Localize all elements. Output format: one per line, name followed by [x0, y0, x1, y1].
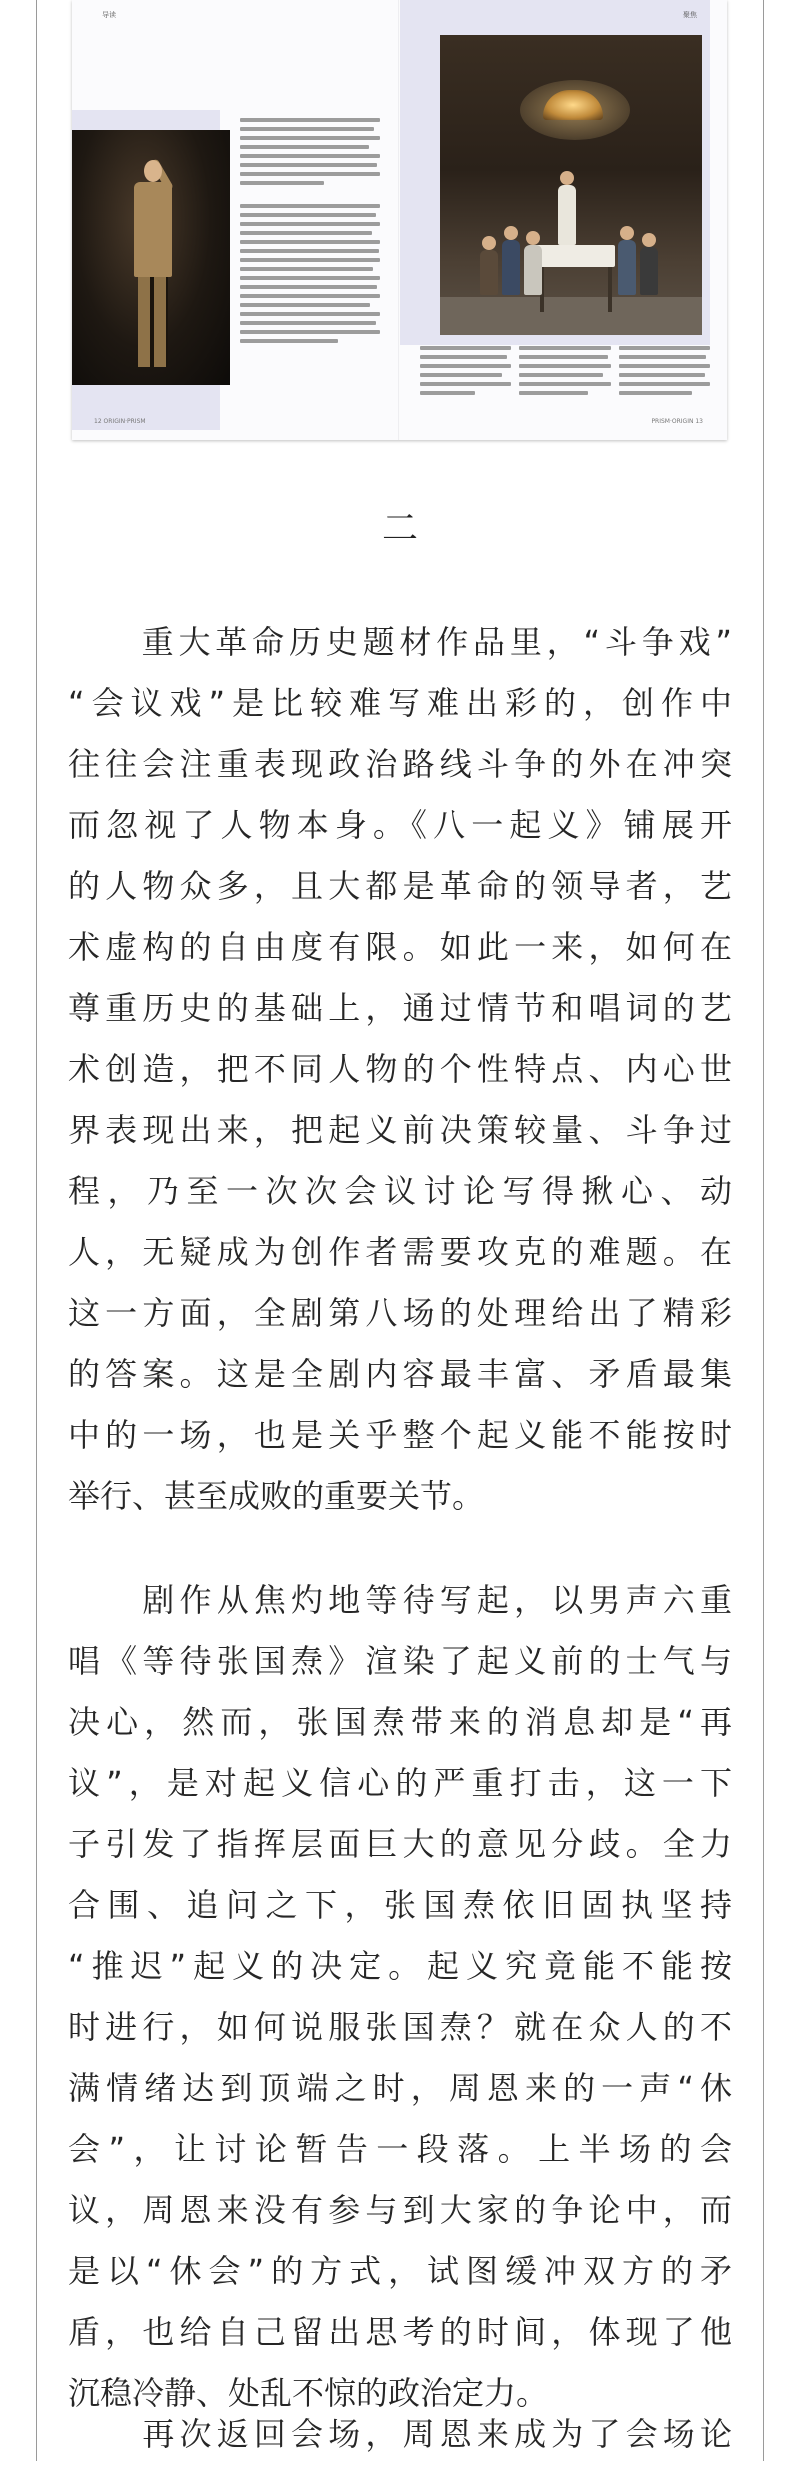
- left-page-header: 导读: [102, 11, 116, 19]
- paragraph-line: 术虚构的自由度有限。如此一来，如何在: [68, 928, 732, 966]
- right-page: [400, 0, 727, 440]
- paragraph-line: 的人物众多，且大都是革命的领导者，艺: [68, 867, 732, 905]
- paragraph-line: 时进行，如何说服张国焘？就在众人的不: [68, 2008, 732, 2046]
- frame-right-border: [763, 0, 764, 2461]
- paragraph-line: 尊重历史的基础上，通过情节和唱词的艺: [68, 989, 732, 1027]
- paragraph-line: 决心，然而，张国焘带来的消息却是“再: [68, 1703, 732, 1741]
- article-paragraph-3: [68, 2404, 732, 2465]
- paragraph-line: 中的一场，也是关乎整个起义能不能按时: [68, 1416, 732, 1454]
- paragraph-line: 往往会注重表现政治路线斗争的外在冲突: [68, 745, 732, 783]
- paragraph-line: 满情绪达到顶端之时，周恩来的一声“休: [68, 2069, 732, 2107]
- paragraph-line: 子引发了指挥层面巨大的意见分歧。全力: [68, 1825, 732, 1863]
- paragraph-line: 合围、追问之下，张国焘依旧固执坚持: [68, 1886, 732, 1924]
- paragraph-line: 议”，是对起义信心的严重打击，这一下: [68, 1764, 732, 1802]
- paragraph-line: 沉稳冷静、处乱不惊的政治定力。: [68, 2374, 549, 2412]
- paragraph-line: 程，乃至一次次会议讨论写得揪心、动: [68, 1172, 732, 1210]
- paragraph-line: 会”，让讨论暂告一段落。上半场的会: [68, 2130, 732, 2168]
- right-page-footer: PRISM·ORIGIN 13: [651, 418, 703, 425]
- magazine-spread-image: [72, 0, 727, 440]
- right-page-header: 聚焦: [683, 11, 697, 19]
- left-page-text-column: [240, 118, 380, 348]
- section-number: 二: [381, 508, 418, 549]
- paragraph-line: 的答案。这是全剧内容最丰富、矛盾最集: [68, 1355, 732, 1393]
- right-page-text-columns: [420, 346, 710, 400]
- paragraph-line: 术创造，把不同人物的个性特点、内心世: [68, 1050, 732, 1088]
- paragraph-line: “会议戏”是比较难写难出彩的，创作中: [68, 684, 732, 722]
- paragraph-line: 界表现出来，把起义前决策较量、斗争过: [68, 1111, 732, 1149]
- paragraph-line: 再次返回会场，周恩来成为了会场论: [68, 2415, 732, 2453]
- paragraph-line: 这一方面，全剧第八场的处理给出了精彩: [68, 1294, 732, 1332]
- actor-figure: [122, 160, 182, 380]
- paragraph-line: 重大革命历史题材作品里，“斗争戏”: [68, 623, 732, 661]
- left-page: [72, 0, 399, 440]
- paragraph-line: 剧作从焦灼地等待写起，以男声六重: [68, 1581, 732, 1619]
- article-paragraph-1: [68, 612, 732, 1527]
- meeting-scene-photo: [440, 35, 702, 335]
- actor-stage-photo: [72, 130, 230, 385]
- paragraph-line: 盾，也给自己留出思考的时间，体现了他: [68, 2313, 732, 2351]
- left-page-footer: 12 ORIGIN·PRISM: [94, 418, 146, 425]
- paragraph-line: 唱《等待张国焘》渲染了起义前的士气与: [68, 1642, 732, 1680]
- paragraph-line: 是以“休会”的方式，试图缓冲双方的矛: [68, 2252, 732, 2290]
- paragraph-line: 而忽视了人物本身。《八一起义》铺展开: [68, 806, 732, 844]
- paragraph-line: “推迟”起义的决定。起义究竟能不能按: [68, 1947, 732, 1985]
- frame-left-border: [36, 0, 37, 2461]
- article-paragraph-2: [68, 1570, 732, 2424]
- meeting-table: [535, 245, 615, 267]
- paragraph-line: 举行、甚至成败的重要关节。: [68, 1477, 485, 1515]
- paragraph-line: 人，无疑成为创作者需要攻克的难题。在: [68, 1233, 732, 1271]
- paragraph-line: 议，周恩来没有参与到大家的争论中，而: [68, 2191, 732, 2229]
